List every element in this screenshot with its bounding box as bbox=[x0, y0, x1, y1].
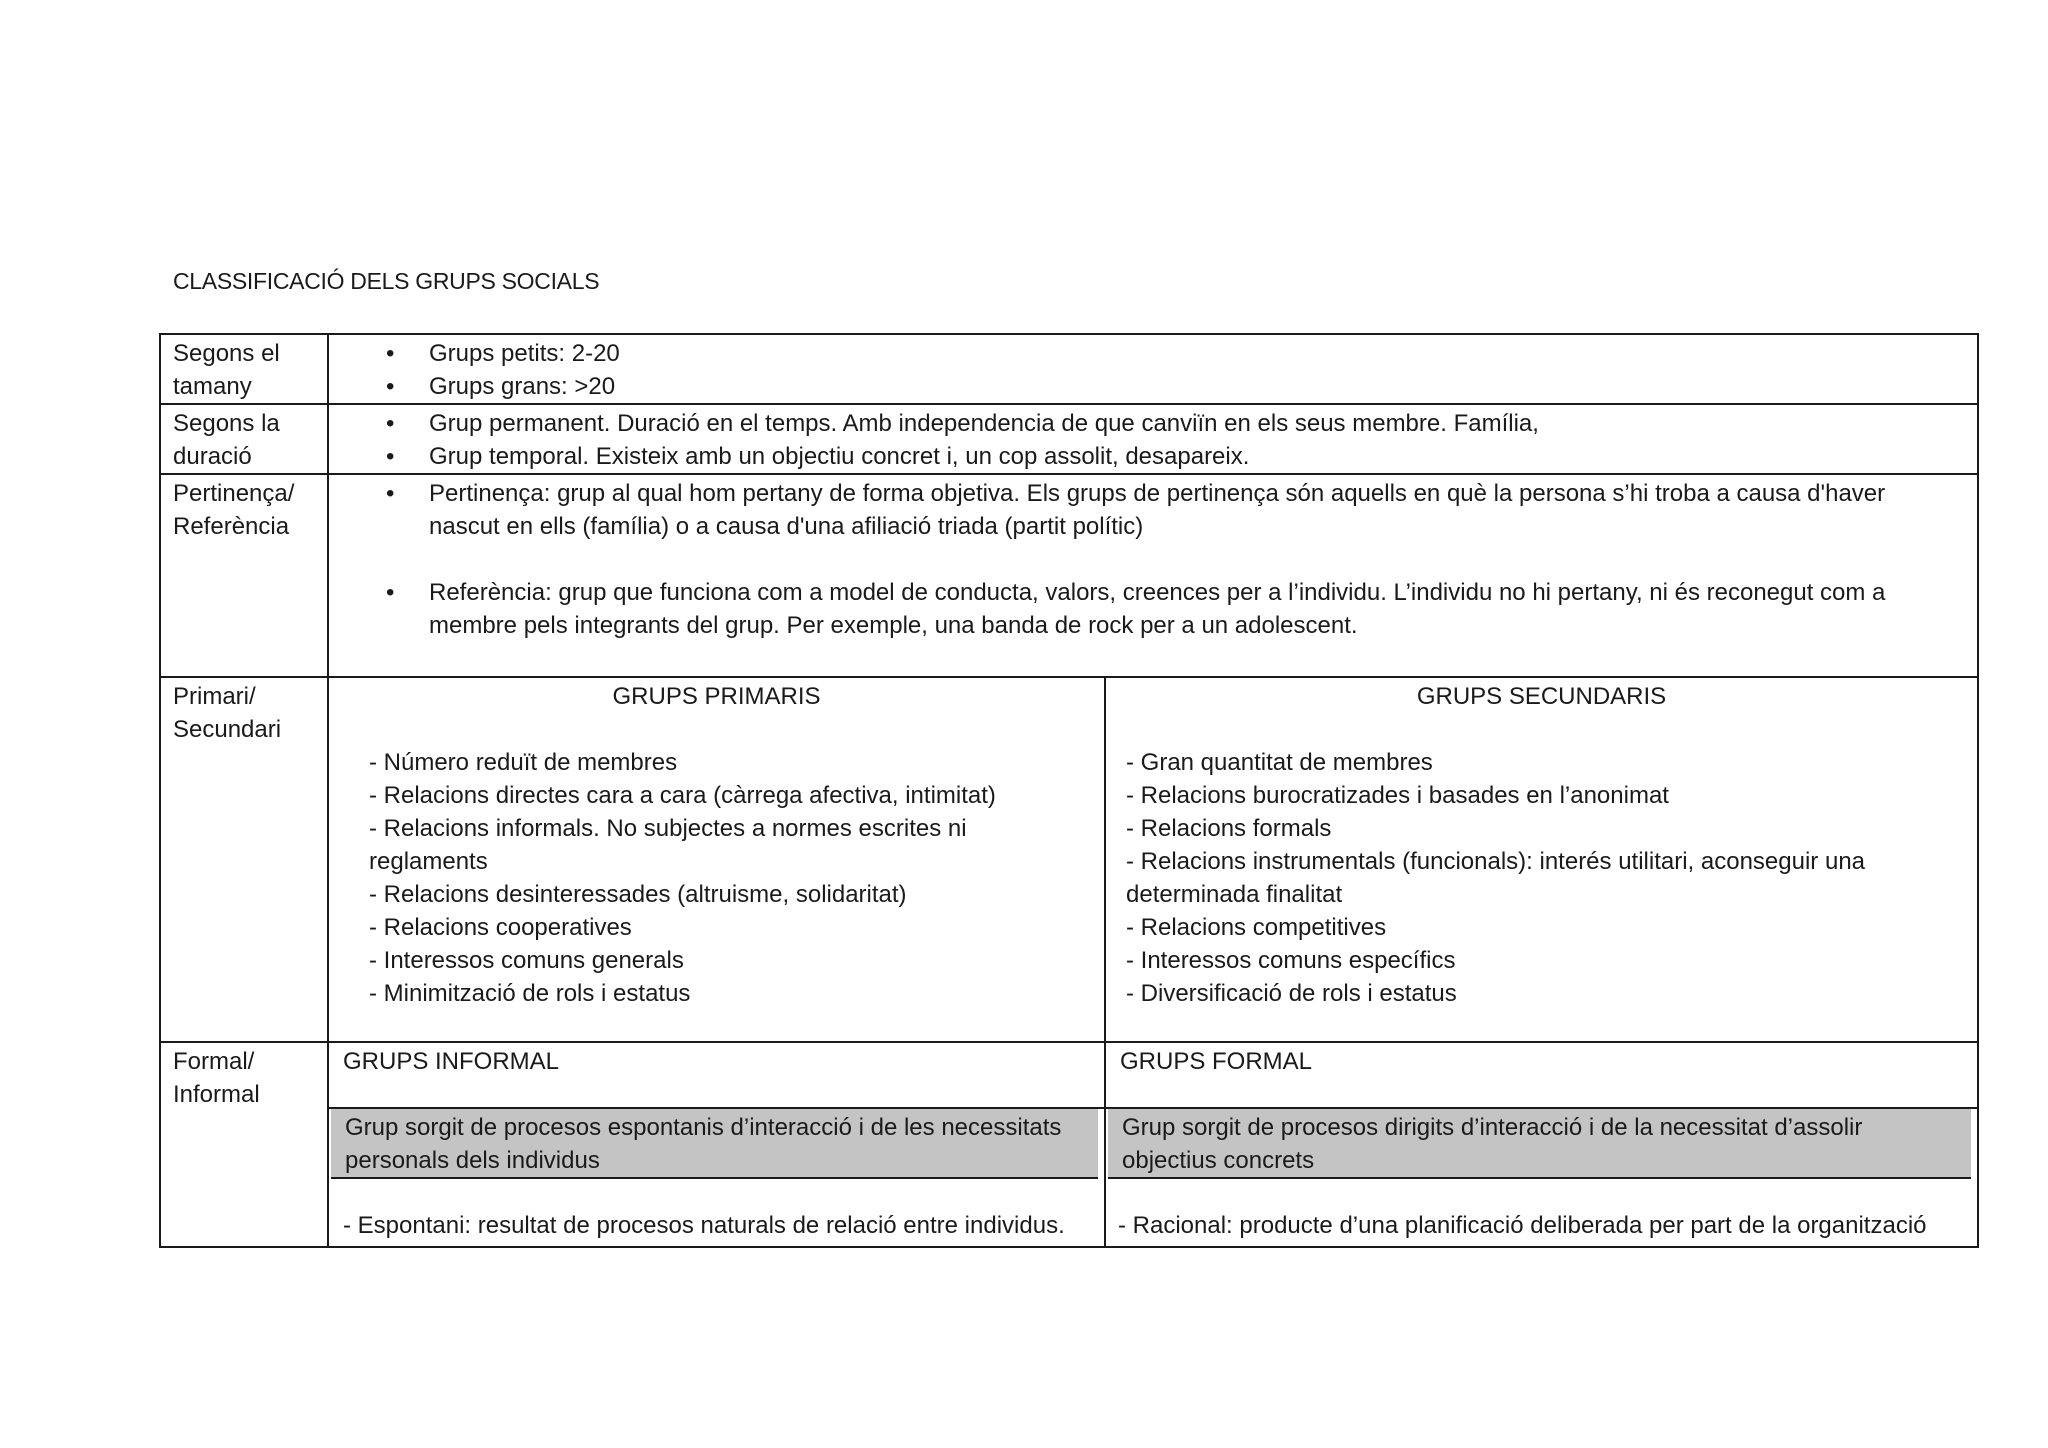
formal-groups-trait: - Racional: producte d’una planificació deliberada per part de la organització bbox=[1118, 1212, 1927, 1239]
bullet-item: • Grups petits: 2-20 bbox=[329, 337, 1937, 370]
row-size bbox=[160, 334, 1978, 404]
classification-table bbox=[159, 333, 1979, 1248]
secondary-groups-list bbox=[1106, 746, 1977, 1010]
bullet-icon: • bbox=[386, 579, 395, 606]
list-item: - Relacions formals bbox=[1126, 815, 1332, 842]
list-item: - Número reduït de membres bbox=[369, 749, 678, 776]
spacer bbox=[329, 543, 1937, 576]
row-label-belonging: Pertinença/ Referència bbox=[160, 474, 328, 677]
informal-groups-trait: - Espontani: resultat de procesos naturals de relació entre individus. bbox=[343, 1212, 1065, 1239]
informal-groups-title: GRUPS INFORMAL bbox=[329, 1043, 1104, 1109]
secondary-groups-title: GRUPS SECUNDARIS bbox=[1416, 683, 1667, 710]
bullet-item: • Grup permanent. Duració en el temps. Amb independencia de que canviïn en els seus membre. Família, bbox=[329, 407, 1937, 440]
row-duration bbox=[160, 404, 1978, 474]
bullet-icon: • bbox=[386, 480, 395, 507]
list-item: - Relacions competitives bbox=[1126, 914, 1387, 941]
document-title: CLASSIFICACIÓ DELS GRUPS SOCIALS bbox=[173, 268, 600, 294]
primary-groups-list bbox=[329, 746, 1104, 1010]
bullet-item: • Pertinença: grup al qual hom pertany de forma objetiva. Els grups de pertinença són aquells en què la persona s’hi troba a causa d'haver nascut en ells (família) o a causa d'una afiliació triada (partit polític) bbox=[329, 477, 1937, 543]
list-item: - Relacions instrumentals (funcionals): interés utilitari, aconseguir una determinada finalitat bbox=[1126, 848, 1866, 908]
secondary-groups-cell bbox=[1105, 677, 1978, 1042]
bullet-icon: • bbox=[386, 373, 395, 400]
row-content-belonging bbox=[328, 474, 1978, 677]
row-label-size: Segons el tamany bbox=[160, 334, 328, 404]
bullet-list bbox=[329, 405, 1977, 473]
row-label-duration: Segons la duració bbox=[160, 404, 328, 474]
row-primary-secondary bbox=[160, 677, 1978, 1042]
bullet-icon: • bbox=[386, 340, 395, 367]
informal-groups-definition: Grup sorgit de procesos espontanis d’interacció i de les necessitats personals dels individus bbox=[331, 1109, 1098, 1179]
row-content-size bbox=[328, 334, 1978, 404]
bullet-icon: • bbox=[386, 410, 395, 437]
list-item: - Relacions informals. No subjectes a normes escrites ni reglaments bbox=[369, 815, 967, 875]
row-formal-informal bbox=[160, 1042, 1978, 1247]
list-item: - Relacions desinteressades (altruisme, solidaritat) bbox=[369, 881, 907, 908]
list-item: - Minimització de rols i estatus bbox=[369, 980, 691, 1007]
formal-groups-cell bbox=[1105, 1042, 1978, 1247]
bullet-item: • Referència: grup que funciona com a model de conducta, valors, creences per a l’individu. L’individu no hi pertany, ni és reconegut com a membre pels integrants del grup. Per exemple, una banda de rock per a un adolescent. bbox=[329, 576, 1937, 642]
row-belonging bbox=[160, 474, 1978, 677]
list-item: - Relacions directes cara a cara (càrrega afectiva, intimitat) bbox=[369, 782, 996, 809]
list-item: - Relacions burocratizades i basades en l’anonimat bbox=[1126, 782, 1669, 809]
list-item: - Gran quantitat de membres bbox=[1126, 749, 1433, 776]
bullet-item: • Grup temporal. Existeix amb un objectiu concret i, un cop assolit, desapareix. bbox=[329, 440, 1937, 473]
list-item: - Diversificació de rols i estatus bbox=[1126, 980, 1457, 1007]
bullet-list bbox=[329, 335, 1977, 403]
bullet-item: • Grups grans: >20 bbox=[329, 370, 1937, 403]
list-item: - Interessos comuns específics bbox=[1126, 947, 1456, 974]
list-item: - Relacions cooperatives bbox=[369, 914, 632, 941]
informal-groups-cell bbox=[328, 1042, 1105, 1247]
row-content-duration bbox=[328, 404, 1978, 474]
bullet-icon: • bbox=[386, 443, 395, 470]
row-label-formal: Formal/ Informal bbox=[160, 1042, 328, 1247]
formal-groups-definition: Grup sorgit de procesos dirigits d’interacció i de la necessitat d’assolir objectius concrets bbox=[1108, 1109, 1971, 1179]
primary-groups-title: GRUPS PRIMARIS bbox=[612, 683, 821, 710]
formal-groups-title: GRUPS FORMAL bbox=[1106, 1043, 1977, 1109]
primary-groups-cell bbox=[328, 677, 1105, 1042]
bullet-list bbox=[329, 475, 1977, 642]
row-label-primary: Primari/ Secundari bbox=[160, 677, 328, 1042]
list-item: - Interessos comuns generals bbox=[369, 947, 684, 974]
